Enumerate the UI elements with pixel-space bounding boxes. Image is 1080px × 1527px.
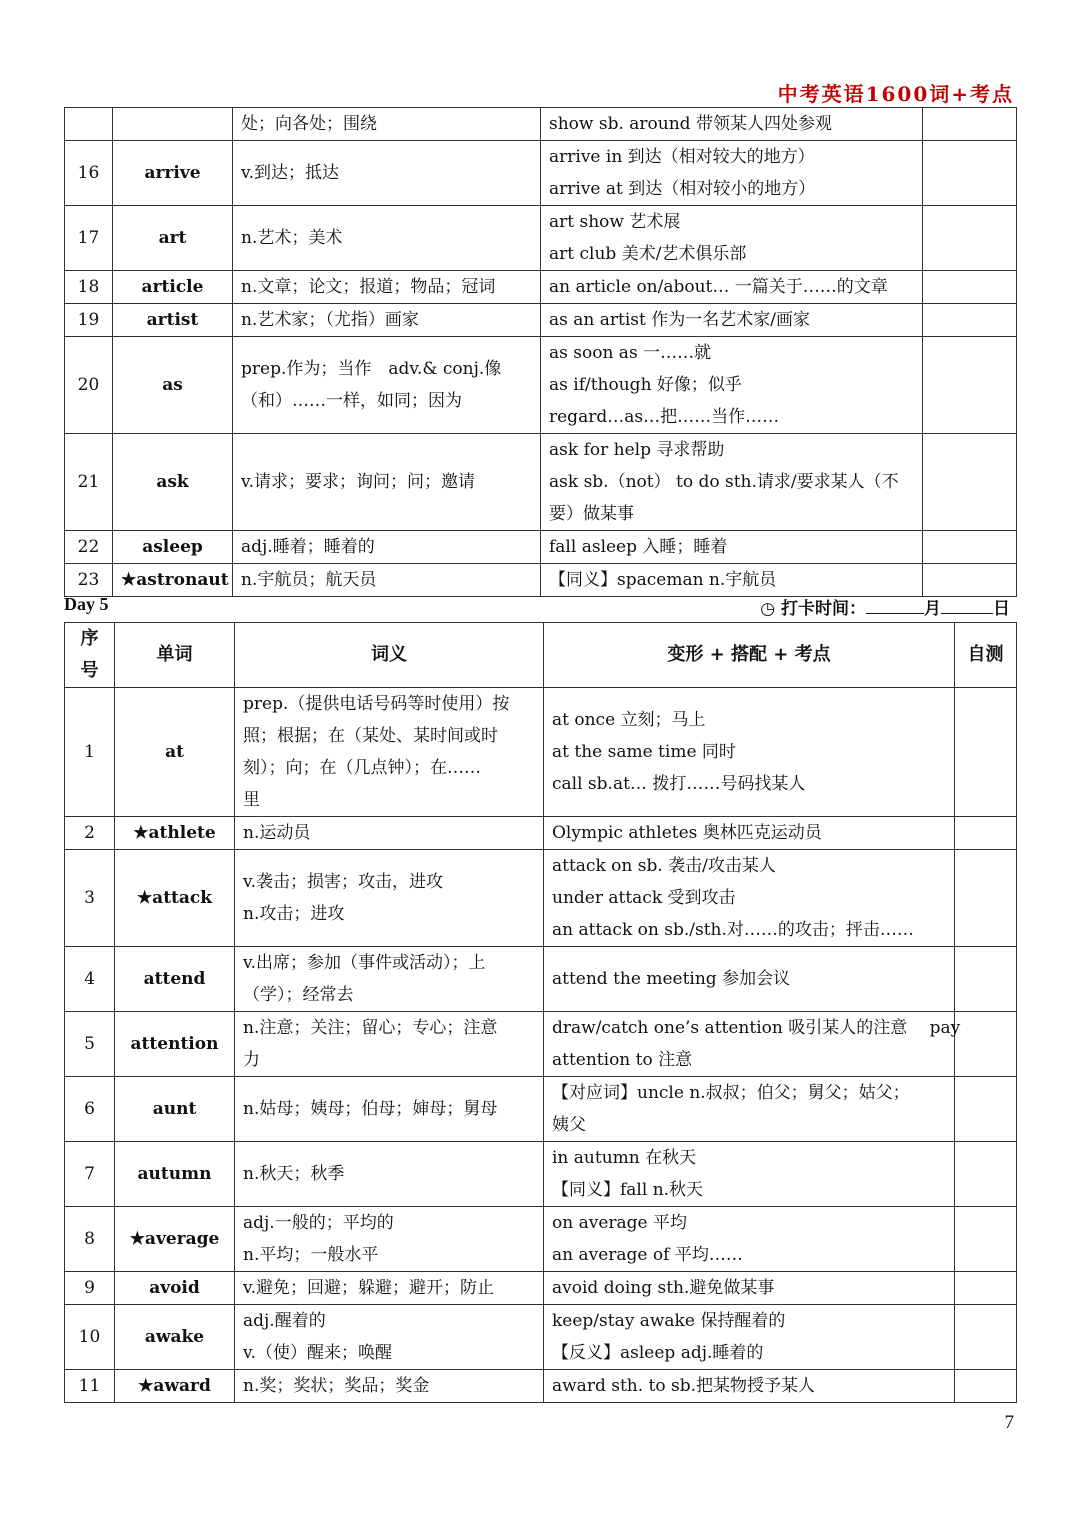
self-test-cell[interactable] (923, 304, 1017, 337)
vocab-word: attend (115, 947, 235, 1012)
row-number: 10 (65, 1305, 115, 1370)
word-meaning (235, 1207, 544, 1272)
self-test-cell[interactable] (923, 108, 1017, 141)
word-meaning (235, 817, 544, 850)
usage-notes (541, 564, 923, 597)
meaning-line: 力 (243, 1050, 260, 1070)
self-test-cell[interactable] (923, 564, 1017, 597)
row-number: 21 (65, 434, 113, 531)
word-meaning (233, 434, 541, 531)
self-test-cell[interactable] (955, 1370, 1017, 1403)
word-meaning (235, 1077, 544, 1142)
row-number: 19 (65, 304, 113, 337)
self-test-cell[interactable] (955, 688, 1017, 817)
meaning-line: n.艺术家；（尤指）画家 (241, 310, 419, 330)
table-header-row (65, 623, 1017, 688)
vocab-word: ★award (115, 1370, 235, 1403)
note-line: at the same time 同时 (552, 742, 736, 762)
word-meaning (233, 337, 541, 434)
vocab-word: article (113, 271, 233, 304)
date-blank[interactable] (941, 597, 993, 614)
vocab-word: artist (113, 304, 233, 337)
self-test-cell[interactable] (955, 947, 1017, 1012)
note-line: 【同义】spaceman n.宇航员 (549, 570, 777, 590)
usage-notes (544, 1012, 961, 1077)
table-row (65, 304, 1017, 337)
meaning-line: prep.作为；当作 adv.& conj.像 (241, 359, 502, 379)
note-line: an average of 平均…… (552, 1245, 743, 1265)
note-line: attack on sb. 袭击/攻击某人 (552, 856, 776, 876)
meaning-line: 刻）；向；在（几点钟）；在…… (243, 758, 481, 778)
word-meaning (235, 1012, 544, 1077)
note-line: regard…as…把……当作…… (549, 407, 780, 427)
table-row (65, 1077, 1017, 1142)
table-row (65, 688, 1017, 817)
word-meaning (235, 1370, 544, 1403)
table-row (65, 337, 1017, 434)
vocab-word: ★average (115, 1207, 235, 1272)
note-line: art show 艺术展 (549, 212, 681, 232)
word-meaning (233, 531, 541, 564)
self-test-cell[interactable] (923, 141, 1017, 206)
row-number: 20 (65, 337, 113, 434)
self-test-cell[interactable] (955, 1142, 1017, 1207)
vocab-word: aunt (115, 1077, 235, 1142)
table-row (65, 1207, 1017, 1272)
note-line: show sb. around 带领某人四处参观 (549, 114, 832, 134)
self-test-cell[interactable] (923, 206, 1017, 271)
meaning-line: n.秋天；秋季 (243, 1164, 345, 1184)
meaning-line: n.姑母；姨母；伯母；婶母；舅母 (243, 1099, 498, 1119)
table-row (65, 850, 1017, 947)
vocab-word: avoid (115, 1272, 235, 1305)
usage-notes (544, 1142, 955, 1207)
page-number: 7 (1004, 1412, 1014, 1433)
usage-notes (544, 1370, 955, 1403)
meaning-line: （和）……一样，如同；因为 (241, 391, 462, 411)
note-line: fall asleep 入睡；睡着 (549, 537, 728, 557)
table-row (65, 1272, 1017, 1305)
meaning-line: n.奖；奖状；奖品；奖金 (243, 1376, 430, 1396)
row-number: 23 (65, 564, 113, 597)
note-line: 要）做某事 (549, 504, 634, 524)
checkin-label: ◷ 打卡时间： (760, 599, 866, 619)
note-line: ask sb.（not） to do sth.请求/要求某人（不 (549, 472, 899, 492)
self-test-cell[interactable] (923, 434, 1017, 531)
note-line: call sb.at… 拨打……号码找某人 (552, 774, 806, 794)
table-row (65, 1142, 1017, 1207)
note-line: as an artist 作为一名艺术家/画家 (549, 310, 810, 330)
row-number: 7 (65, 1142, 115, 1207)
note-line: 【对应词】uncle n.叔叔；伯父；舅父；姑父； (552, 1083, 910, 1103)
self-test-cell[interactable] (923, 337, 1017, 434)
vocab-word: as (113, 337, 233, 434)
self-test-cell[interactable] (923, 531, 1017, 564)
note-line: at once 立刻；马上 (552, 710, 706, 730)
meaning-line: n.艺术；美术 (241, 228, 343, 248)
self-test-cell[interactable] (955, 1272, 1017, 1305)
meaning-line: v.请求；要求；询问；问；邀请 (241, 472, 475, 492)
note-line: an attack on sb./sth.对……的攻击；抨击…… (552, 920, 914, 940)
row-number: 8 (65, 1207, 115, 1272)
table-row (65, 1012, 1017, 1077)
checkin-time (760, 594, 1010, 619)
day-heading (64, 594, 1016, 620)
note-line: 姨父 (552, 1115, 586, 1135)
row-number: 6 (65, 1077, 115, 1142)
col-header-notes: 变形 + 搭配 + 考点 (544, 623, 955, 688)
table-row (65, 434, 1017, 531)
word-meaning (233, 564, 541, 597)
vocab-word: ask (113, 434, 233, 531)
self-test-cell[interactable] (955, 1012, 1017, 1077)
word-meaning (233, 141, 541, 206)
vocab-word: attention (115, 1012, 235, 1077)
note-line: arrive at 到达（相对较小的地方） (549, 179, 816, 199)
usage-notes (541, 108, 923, 141)
note-line: art club 美术/艺术俱乐部 (549, 244, 747, 264)
usage-notes (541, 206, 923, 271)
usage-notes (544, 1305, 955, 1370)
note-line: draw/catch one’s attention 吸引某人的注意 pay (552, 1018, 961, 1038)
meaning-line: v.避免；回避；躲避；避开；防止 (243, 1278, 494, 1298)
usage-notes (541, 337, 923, 434)
col-header-num: 序号 (65, 623, 115, 688)
note-line: attention to 注意 (552, 1050, 693, 1070)
vocab-word: autumn (115, 1142, 235, 1207)
row-number: 2 (65, 817, 115, 850)
table-row (65, 531, 1017, 564)
meaning-line: n.注意；关注；留心；专心；注意 (243, 1018, 498, 1038)
row-number: 16 (65, 141, 113, 206)
col-header-selftest: 自测 (955, 623, 1017, 688)
meaning-line: （学）；经常去 (243, 985, 354, 1005)
table-row (65, 564, 1017, 597)
row-number (65, 108, 113, 141)
row-number: 11 (65, 1370, 115, 1403)
vocab-table-continued (64, 107, 1017, 597)
row-number: 5 (65, 1012, 115, 1077)
meaning-line: 处；向各处；围绕 (241, 114, 377, 134)
note-line: 【反义】asleep adj.睡着的 (552, 1343, 764, 1363)
col-header-meaning: 词义 (235, 623, 544, 688)
word-meaning (235, 850, 544, 947)
usage-notes (541, 304, 923, 337)
note-line: keep/stay awake 保持醒着的 (552, 1311, 786, 1331)
self-test-cell[interactable] (955, 1077, 1017, 1142)
table-row (65, 1370, 1017, 1403)
usage-notes (541, 434, 923, 531)
row-number: 1 (65, 688, 115, 817)
meaning-line: v.（使）醒来；唤醒 (243, 1343, 392, 1363)
self-test-cell[interactable] (955, 850, 1017, 947)
day-label: Day 5 (64, 594, 109, 614)
word-meaning (235, 1305, 544, 1370)
word-meaning (235, 1272, 544, 1305)
document-header: 中考英语1600词+考点 (777, 82, 1014, 106)
note-line: an article on/about… 一篇关于……的文章 (549, 277, 888, 297)
vocab-word: awake (115, 1305, 235, 1370)
usage-notes (544, 1077, 955, 1142)
row-number: 4 (65, 947, 115, 1012)
usage-notes (541, 531, 923, 564)
vocab-word: asleep (113, 531, 233, 564)
usage-notes (544, 1207, 955, 1272)
note-line: award sth. to sb.把某物授予某人 (552, 1376, 816, 1396)
month-label: 月 (924, 599, 941, 619)
row-number: 9 (65, 1272, 115, 1305)
table-row (65, 271, 1017, 304)
table-row (65, 817, 1017, 850)
table-row (65, 206, 1017, 271)
self-test-cell[interactable] (955, 1207, 1017, 1272)
table-row (65, 947, 1017, 1012)
meaning-line: 里 (243, 790, 260, 810)
table-row (65, 141, 1017, 206)
meaning-line: n.平均；一般水平 (243, 1245, 379, 1265)
meaning-line: adj.睡着；睡着的 (241, 537, 375, 557)
usage-notes (544, 1272, 955, 1305)
row-number: 18 (65, 271, 113, 304)
vocab-word: ★astronaut (113, 564, 233, 597)
note-line: arrive in 到达（相对较大的地方） (549, 147, 815, 167)
self-test-cell[interactable] (923, 271, 1017, 304)
note-line: in autumn 在秋天 (552, 1148, 697, 1168)
col-header-word: 单词 (115, 623, 235, 688)
word-meaning (233, 271, 541, 304)
table-row (65, 108, 1017, 141)
vocab-word: ★athlete (115, 817, 235, 850)
vocab-word: art (113, 206, 233, 271)
meaning-line: adj.醒着的 (243, 1311, 326, 1331)
meaning-line: v.到达；抵达 (241, 163, 339, 183)
vocab-word: ★attack (115, 850, 235, 947)
word-meaning (233, 304, 541, 337)
note-line: under attack 受到攻击 (552, 888, 736, 908)
note-line: Olympic athletes 奥林匹克运动员 (552, 823, 822, 843)
meaning-line: prep.（提供电话号码等时使用）按 (243, 694, 510, 714)
usage-notes (544, 817, 955, 850)
usage-notes (541, 271, 923, 304)
note-line: as soon as 一……就 (549, 343, 712, 363)
meaning-line: adj.一般的；平均的 (243, 1213, 394, 1233)
note-line: 【同义】fall n.秋天 (552, 1180, 704, 1200)
row-number: 22 (65, 531, 113, 564)
word-meaning (233, 108, 541, 141)
vocab-word: at (115, 688, 235, 817)
self-test-cell[interactable] (955, 1305, 1017, 1370)
usage-notes (544, 947, 955, 1012)
word-meaning (235, 947, 544, 1012)
vocab-word: arrive (113, 141, 233, 206)
row-number: 17 (65, 206, 113, 271)
meaning-line: n.运动员 (243, 823, 311, 843)
note-line: avoid doing sth.避免做某事 (552, 1278, 775, 1298)
month-blank[interactable] (866, 597, 924, 614)
vocab-word (113, 108, 233, 141)
vocab-table-day5 (64, 622, 1017, 1403)
note-line: attend the meeting 参加会议 (552, 969, 791, 989)
note-line: ask for help 寻求帮助 (549, 440, 725, 460)
note-line: on average 平均 (552, 1213, 687, 1233)
row-number: 3 (65, 850, 115, 947)
meaning-line: v.出席；参加（事件或活动）；上 (243, 953, 486, 973)
word-meaning (233, 206, 541, 271)
table-row (65, 1305, 1017, 1370)
meaning-line: v.袭击；损害；攻击，进攻 (243, 872, 443, 892)
self-test-cell[interactable] (955, 817, 1017, 850)
meaning-line: n.攻击；进攻 (243, 904, 345, 924)
word-meaning (235, 688, 544, 817)
usage-notes (544, 688, 955, 817)
meaning-line: n.宇航员；航天员 (241, 570, 377, 590)
word-meaning (235, 1142, 544, 1207)
usage-notes (544, 850, 955, 947)
note-line: as if/though 好像；似乎 (549, 375, 742, 395)
meaning-line: n.文章；论文；报道；物品；冠词 (241, 277, 496, 297)
date-label: 日 (993, 599, 1010, 619)
usage-notes (541, 141, 923, 206)
meaning-line: 照；根据；在（某处、某时间或时 (243, 726, 498, 746)
